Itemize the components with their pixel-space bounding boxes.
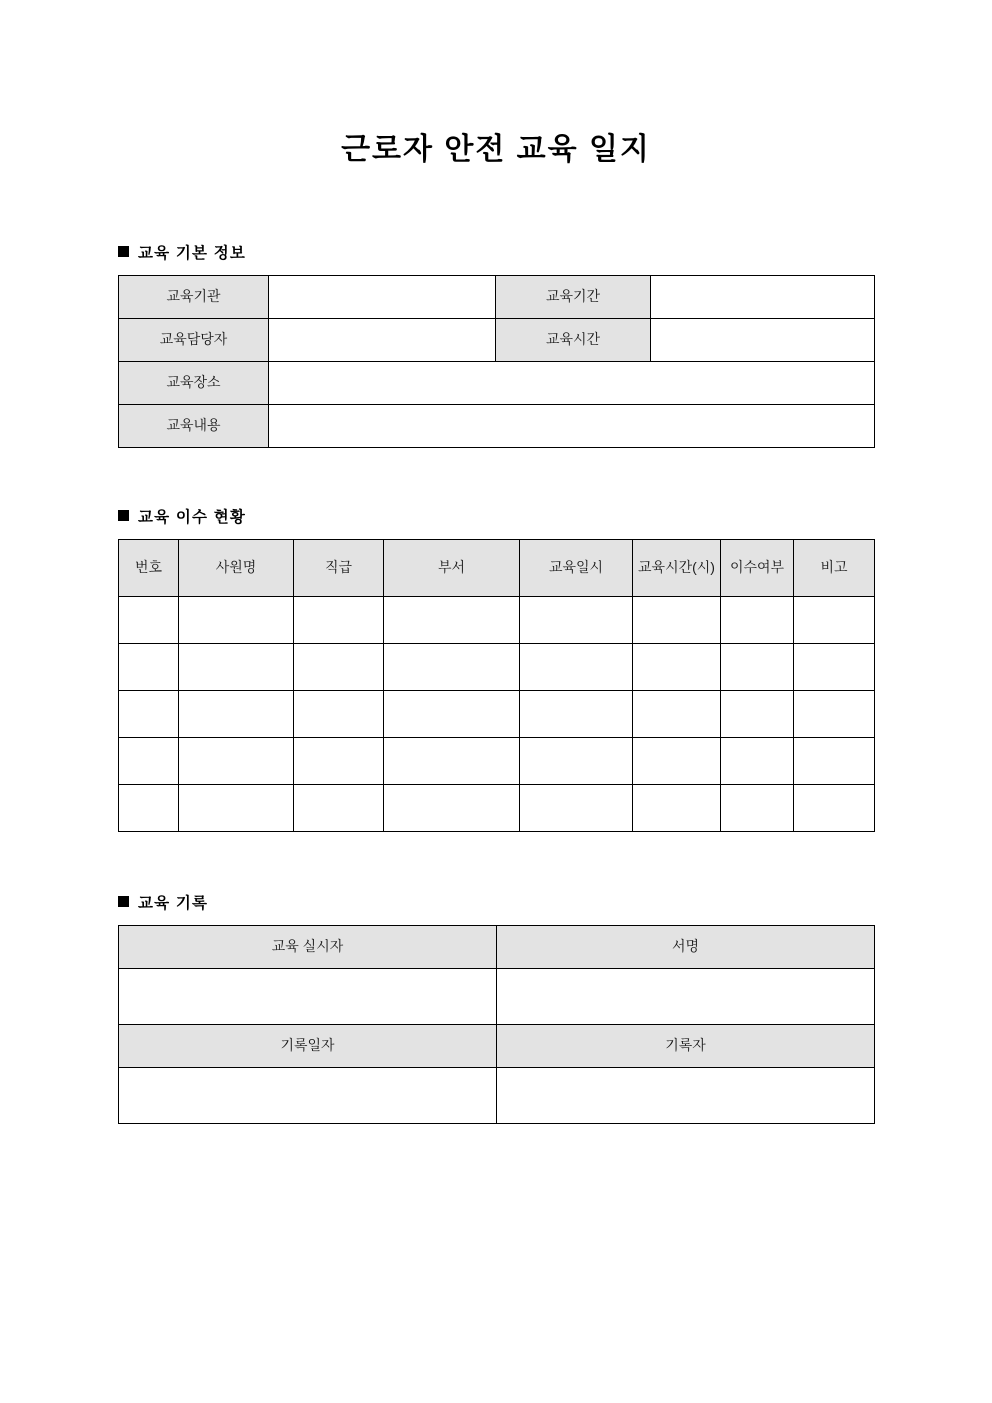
section-attendance (118, 505, 874, 832)
cell-position[interactable] (294, 690, 384, 737)
column-header-department: 부서 (384, 539, 520, 596)
cell-education-date[interactable] (520, 643, 633, 690)
field-education-content[interactable] (269, 404, 875, 447)
column-header-number: 번호 (119, 539, 179, 596)
cell-completion[interactable] (721, 737, 794, 784)
field-education-manager[interactable] (269, 318, 496, 361)
label-education-content: 교육내용 (119, 404, 269, 447)
cell-employee-name[interactable] (179, 596, 294, 643)
cell-number[interactable] (119, 737, 179, 784)
cell-department[interactable] (384, 784, 520, 831)
record-table (118, 925, 875, 1124)
label-record-date: 기록일자 (119, 1024, 497, 1067)
cell-department[interactable] (384, 596, 520, 643)
section-heading-attendance (118, 505, 874, 527)
cell-position[interactable] (294, 596, 384, 643)
cell-employee-name[interactable] (179, 737, 294, 784)
cell-completion[interactable] (721, 596, 794, 643)
field-instructor[interactable] (119, 968, 497, 1024)
cell-education-hours[interactable] (633, 596, 721, 643)
cell-employee-name[interactable] (179, 643, 294, 690)
column-header-position: 직급 (294, 539, 384, 596)
cell-number[interactable] (119, 596, 179, 643)
field-recorder[interactable] (497, 1067, 875, 1123)
label-recorder: 기록자 (497, 1024, 875, 1067)
label-education-institution: 교육기관 (119, 275, 269, 318)
label-education-period: 교육기간 (496, 275, 651, 318)
section-heading-label: 교육 이수 현황 (138, 508, 247, 526)
section-heading-label: 교육 기록 (138, 894, 209, 912)
attendance-header-row (119, 539, 875, 596)
basic-info-table (118, 275, 875, 448)
section-heading-label: 교육 기본 정보 (138, 244, 247, 262)
table-row (119, 737, 875, 784)
cell-remarks[interactable] (794, 596, 875, 643)
label-education-hours: 교육시간 (496, 318, 651, 361)
cell-education-hours[interactable] (633, 784, 721, 831)
bullet-square-icon (118, 510, 129, 521)
table-row (119, 784, 875, 831)
attendance-table (118, 539, 875, 832)
cell-employee-name[interactable] (179, 784, 294, 831)
table-row (119, 925, 875, 968)
section-basic-info (118, 241, 874, 448)
section-record (118, 891, 874, 1124)
cell-completion[interactable] (721, 784, 794, 831)
section-heading-record (118, 891, 874, 913)
table-row (119, 690, 875, 737)
table-row (119, 361, 875, 404)
table-row (119, 404, 875, 447)
cell-education-hours[interactable] (633, 643, 721, 690)
table-row (119, 1024, 875, 1067)
cell-remarks[interactable] (794, 643, 875, 690)
field-record-date[interactable] (119, 1067, 497, 1123)
label-education-manager: 교육담당자 (119, 318, 269, 361)
cell-education-hours[interactable] (633, 737, 721, 784)
table-row (119, 596, 875, 643)
bullet-square-icon (118, 246, 129, 257)
section-heading-basic-info (118, 241, 874, 263)
cell-position[interactable] (294, 737, 384, 784)
table-row (119, 318, 875, 361)
cell-department[interactable] (384, 643, 520, 690)
cell-education-date[interactable] (520, 784, 633, 831)
cell-number[interactable] (119, 643, 179, 690)
column-header-completion: 이수여부 (721, 539, 794, 596)
field-education-period[interactable] (651, 275, 875, 318)
label-education-location: 교육장소 (119, 361, 269, 404)
field-education-location[interactable] (269, 361, 875, 404)
cell-remarks[interactable] (794, 737, 875, 784)
field-education-institution[interactable] (269, 275, 496, 318)
field-signature[interactable] (497, 968, 875, 1024)
table-row (119, 968, 875, 1024)
cell-number[interactable] (119, 784, 179, 831)
cell-employee-name[interactable] (179, 690, 294, 737)
cell-education-date[interactable] (520, 596, 633, 643)
label-signature: 서명 (497, 925, 875, 968)
column-header-remarks: 비고 (794, 539, 875, 596)
column-header-education-hours: 교육시간(시) (633, 539, 721, 596)
cell-education-date[interactable] (520, 737, 633, 784)
cell-department[interactable] (384, 737, 520, 784)
bullet-square-icon (118, 896, 129, 907)
table-row (119, 1067, 875, 1123)
cell-department[interactable] (384, 690, 520, 737)
table-row (119, 275, 875, 318)
field-education-hours[interactable] (651, 318, 875, 361)
column-header-employee-name: 사원명 (179, 539, 294, 596)
cell-completion[interactable] (721, 690, 794, 737)
cell-remarks[interactable] (794, 690, 875, 737)
cell-education-date[interactable] (520, 690, 633, 737)
cell-education-hours[interactable] (633, 690, 721, 737)
cell-number[interactable] (119, 690, 179, 737)
column-header-education-date: 교육일시 (520, 539, 633, 596)
table-row (119, 643, 875, 690)
cell-completion[interactable] (721, 643, 794, 690)
page-title: 근로자 안전 교육 일지 (341, 133, 651, 166)
label-instructor: 교육 실시자 (119, 925, 497, 968)
cell-position[interactable] (294, 784, 384, 831)
cell-position[interactable] (294, 643, 384, 690)
cell-remarks[interactable] (794, 784, 875, 831)
